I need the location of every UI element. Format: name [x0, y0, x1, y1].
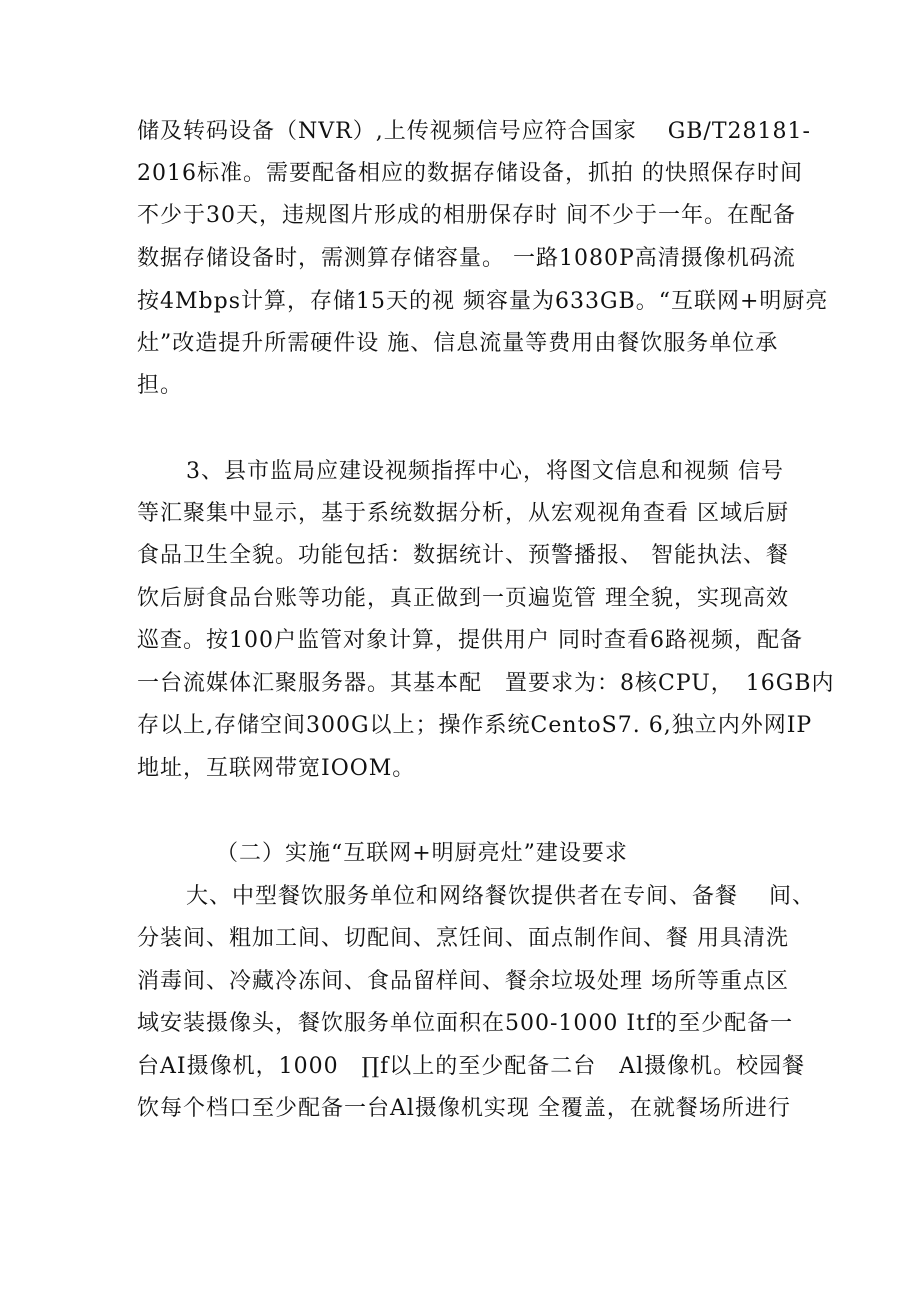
text-line-9: 等汇聚集中显示，基于系统数据分析，从宏观视角查看 区域后厨 [137, 501, 789, 526]
text-line-5: 按4Mbps计算，存储15天的视 频容量为633GB。“互联网+明厨亮 [137, 289, 829, 314]
text-line-17: 大、中型餐饮服务单位和网络餐饮提供者在专间、备餐 间、 [186, 884, 815, 909]
text-line-2: 2016标准。需要配备相应的数据存储设备，抓拍 的快照保存时间 [137, 161, 803, 186]
text-line-18: 分装间、粗加工间、切配间、烹饪间、面点制作间、餐 用具清洗 [137, 926, 789, 951]
text-line-1: 储及转码设备（NVR）,上传视频信号应符合国家 GB/T28181- [137, 119, 811, 144]
text-line-6: 灶”改造提升所需硬件设 施、信息流量等费用由餐饮服务单位承 [137, 331, 779, 356]
text-line-3: 不少于30天，违规图片形成的相册保存时 间不少于一年。在配备 [137, 203, 796, 228]
text-line-8: 3、县市监局应建设视频指挥中心，将图文信息和视频 信号 [186, 459, 784, 484]
text-line-20: 域安装摄像头，餐饮服务单位面积在500-1000 Itf的至少配备一 [137, 1011, 794, 1036]
text-line-19: 消毒间、冷藏冷冻间、食品留样间、餐余垃圾处理 场所等重点区 [137, 969, 789, 994]
text-line-4: 数据存储设备时，需测算存储容量。 一路1080P高清摄像机码流 [137, 246, 796, 271]
text-line-13: 一台流媒体汇聚服务器。其基本配 置要求为：8核CPU， 16GB内 [137, 671, 835, 696]
text-line-14: 存以上,存储空间300G以上；操作系统CentoS7. 6,独立内外网IP [137, 713, 813, 738]
text-line-10: 食品卫生全貌。功能包括：数据统计、预警播报、 智能执法、餐 [137, 543, 789, 568]
section-heading: （二）实施“互联网+明厨亮灶”建设要求 [216, 841, 628, 866]
text-line-15: 地址，互联网带宽IOOM。 [137, 756, 416, 781]
text-line-22: 饮每个档口至少配备一台Al摄像机实现 全覆盖，在就餐场所进行 [137, 1096, 791, 1121]
text-line-11: 饮后厨食品台账等功能，真正做到一页遍览管 理全貌，实现高效 [137, 586, 789, 611]
text-line-12: 巡查。按100户监管对象计算，提供用户 同时查看6路视频，配备 [137, 628, 803, 653]
text-line-21: 台AI摄像机，1000 ∏f以上的至少配备二台 Al摄像机。校园餐 [137, 1054, 806, 1079]
text-line-7: 担。 [137, 373, 184, 398]
